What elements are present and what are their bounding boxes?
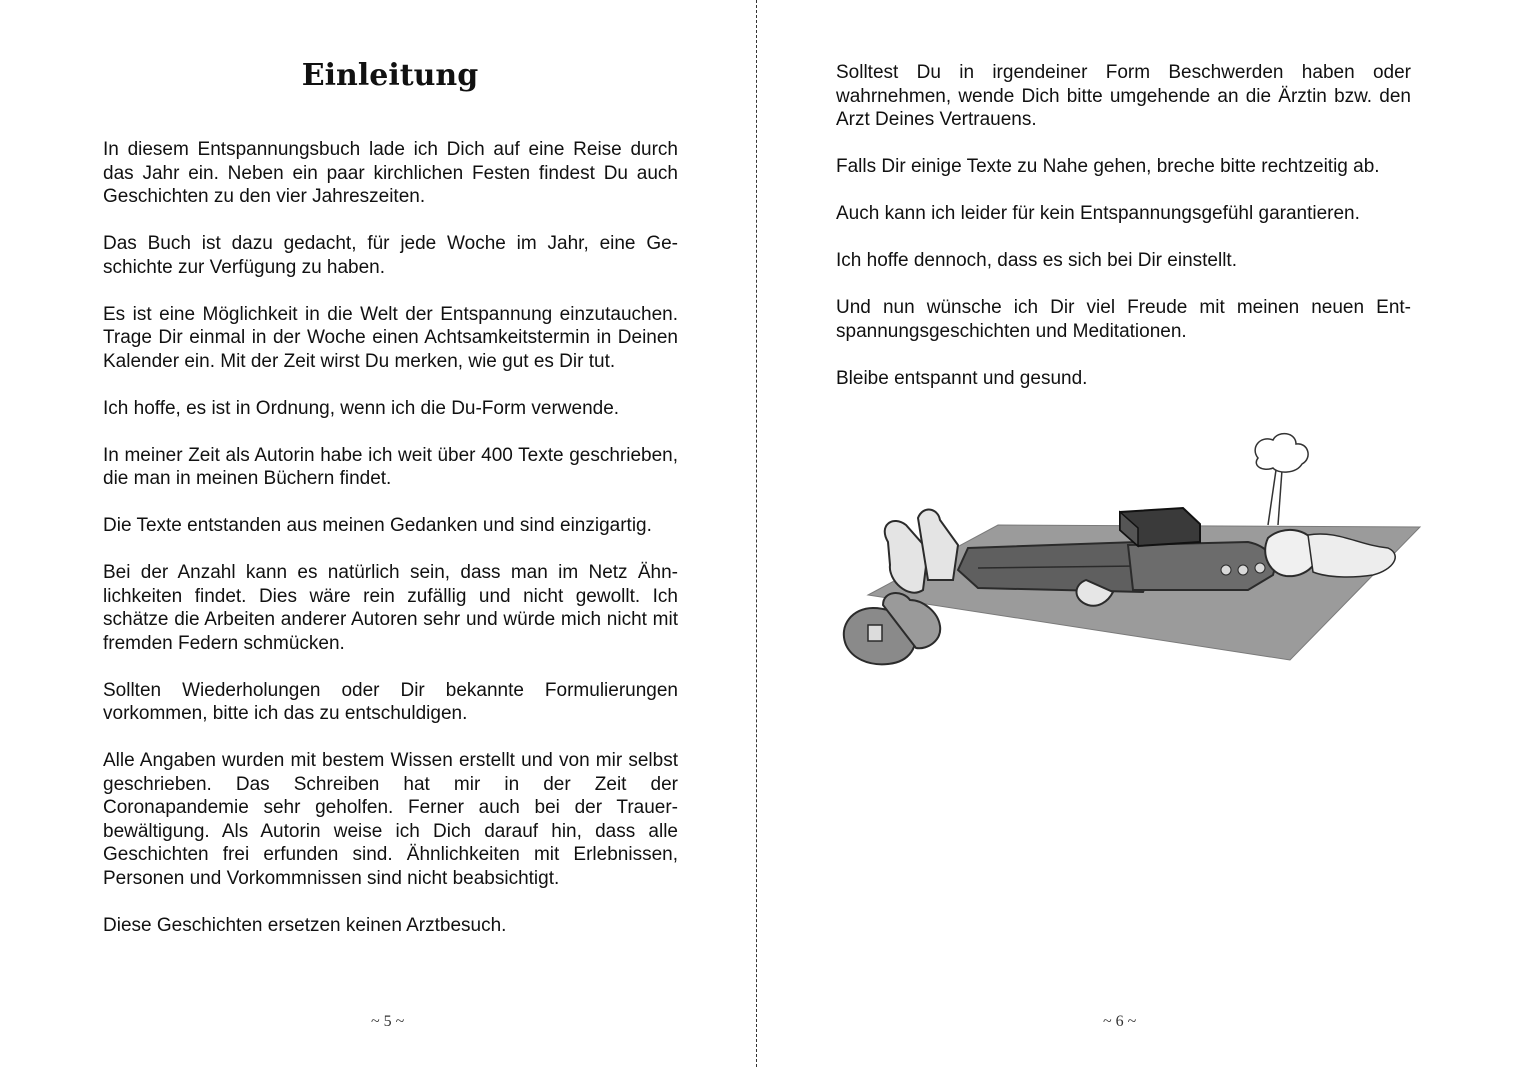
page-number: ~ 6 ~: [1103, 1013, 1137, 1030]
paragraph: Bei der Anzahl kann es natürlich sein, dass man im Netz Ähnlichkeiten findet. Dies wäre rein zufällig und nicht gewollt. Ich schätze die Arbeiten anderer Autoren sehr und würde mich nicht mit fremden Federn schmücken.: [103, 562, 678, 654]
torso: [1128, 542, 1274, 590]
paragraph: Ich hoffe dennoch, dass es sich bei Dir einstellt.: [836, 250, 1237, 271]
steam-puff: [1255, 434, 1308, 472]
paragraph: Die Texte entstanden aus meinen Gedanken und sind einzigartig.: [103, 515, 652, 536]
page-divider: [756, 0, 757, 1067]
paragraph: Und nun wünsche ich Dir viel Freude mit meinen neuen Entspannungsgeschichten und Meditationen.: [836, 297, 1411, 342]
relaxing-person-illustration: [828, 430, 1428, 690]
paragraph: In meiner Zeit als Autorin habe ich weit über 400 Texte geschrieben, die man in meinen Büchern findet.: [103, 444, 678, 489]
paragraph: Das Buch ist dazu gedacht, für jede Woche im Jahr, eine Geschichte zur Verfügung zu haben.: [103, 233, 678, 278]
paragraph: Es ist eine Möglichkeit in die Welt der Entspannung einzutauchen. Trage Dir einmal in der Woche einen Achtsamkeitstermin in Deinen Kalender ein. Mit der Zeit wirst Du merken, wie gut es Dir tut.: [103, 303, 678, 372]
paragraph: Alle Angaben wurden mit bestem Wissen erstellt und von mir selbst geschrieben. Das Schreiben hat mir in der Zeit der Coronapandemie sehr geholfen. Ferner auch bei der Trauerbewältigung. Als Autorin weise ich Dich darauf hin, dass alle Geschichten frei erfunden sind. Ähnlichkeiten mit Erlebnissen, Personen und Vorkommnissen sind nicht beabsichtigt.: [103, 750, 678, 889]
page-title: Einleitung: [301, 58, 479, 93]
paragraph: Solltest Du in irgendeiner Form Beschwerden haben oder wahrnehmen, wende Dich bitte umgehende an die Ärztin bzw. den Arzt Deines Vertrauens.: [836, 62, 1411, 130]
paragraph: Falls Dir einige Texte zu Nahe gehen, breche bitte rechtzeitig ab.: [836, 156, 1380, 177]
left-text-column: [103, 138, 678, 961]
paragraph: Auch kann ich leider für kein Entspannungsgefühl garantieren.: [836, 203, 1360, 224]
page-number: ~ 5 ~: [371, 1013, 405, 1030]
right-text-column: [836, 61, 1411, 414]
paragraph: Ich hoffe, es ist in Ordnung, wenn ich die Du-Form verwende.: [103, 397, 620, 419]
paragraph: Bleibe entspannt und gesund.: [836, 367, 1088, 389]
paragraph: Diese Geschichten ersetzen keinen Arztbesuch.: [103, 914, 507, 936]
paragraph: In diesem Entspannungsbuch lade ich Dich auf eine Reise durch das Jahr ein. Neben ein paar kirchlichen Festen findest Du auch Geschichten zu den vier Jahreszeiten.: [103, 139, 678, 207]
paragraph: Sollten Wiederholungen oder Dir bekannte Formulierungen vorkommen, bitte ich das zu entschuldigen.: [103, 679, 678, 724]
right-page: [758, 0, 1514, 1067]
